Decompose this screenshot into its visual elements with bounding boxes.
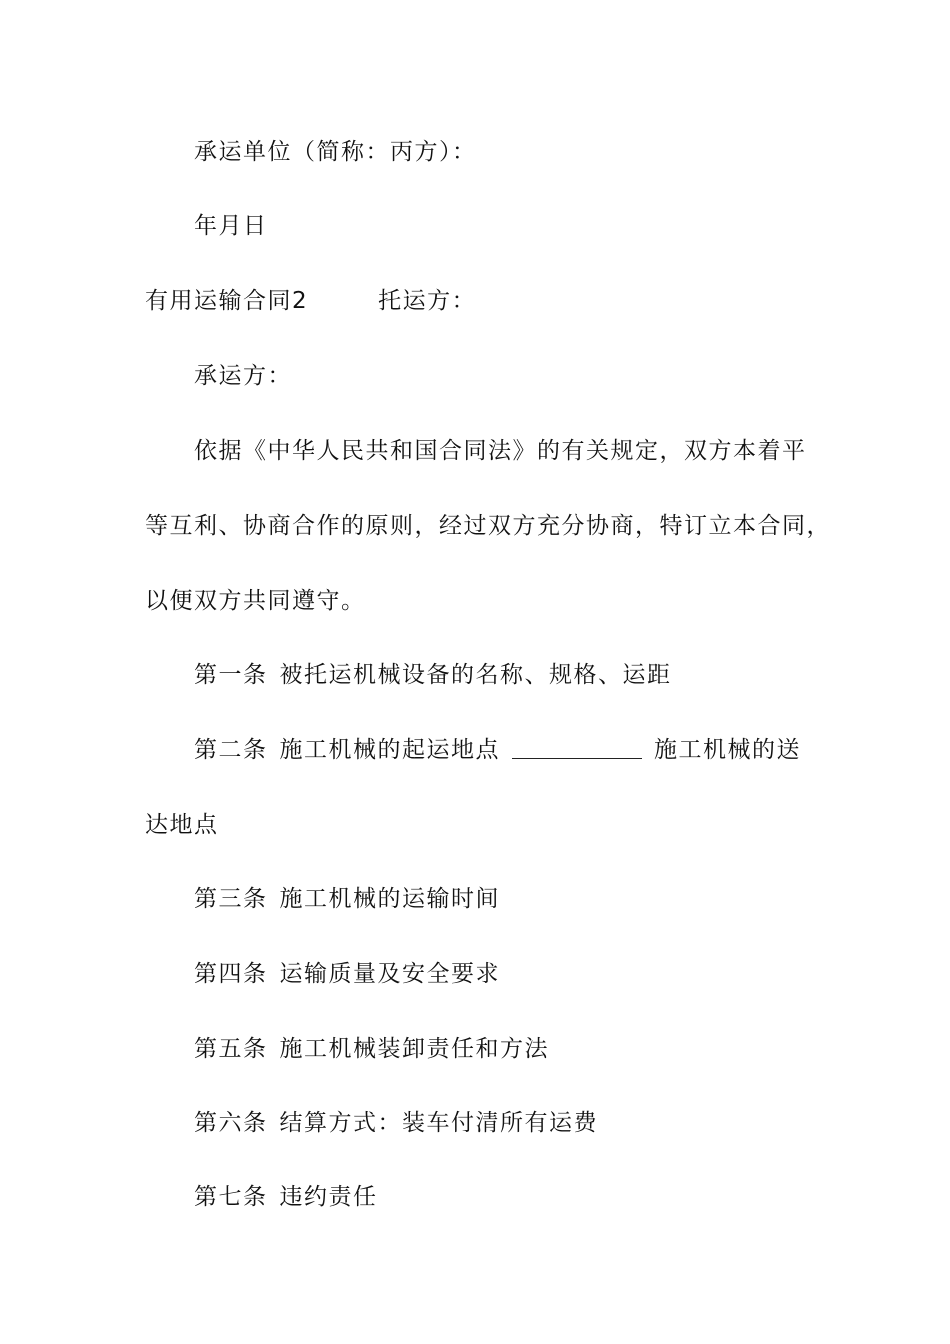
article-text: 施工机械的起运地点	[279, 737, 500, 763]
article-text: 结算方式：装车付清所有运费	[279, 1110, 598, 1136]
article-text: 被托运机械设备的名称、规格、运距	[279, 662, 672, 688]
preamble-line-2: 等互利、协商合作的原则，经过双方充分协商，特订立本合同，	[145, 513, 831, 539]
article-2	[194, 730, 864, 770]
article-6	[194, 1103, 864, 1143]
article-7	[194, 1177, 864, 1217]
article-number: 第六条	[194, 1110, 268, 1136]
article-number: 第一条	[194, 662, 268, 688]
shipper-label: 托运方：	[378, 288, 477, 314]
article-number: 第三条	[194, 886, 268, 912]
fill-in-blank[interactable]	[512, 734, 642, 759]
preamble-line-1: 依据《中华人民共和国合同法》的有关规定，双方本着平	[194, 438, 807, 464]
preamble-line-3: 以便双方共同遵守。	[145, 588, 366, 614]
article-5	[194, 1029, 864, 1069]
article-number: 第四条	[194, 961, 268, 987]
carrier-line: 承运方：	[194, 363, 292, 389]
article-text: 施工机械的运输时间	[279, 886, 500, 912]
contract-title-line	[145, 281, 815, 321]
article-2-continued: 达地点	[145, 812, 219, 838]
carrier-unit-line: 承运单位（简称：丙方）：	[194, 139, 477, 165]
article-text: 施工机械装卸责任和方法	[279, 1036, 549, 1062]
article-number: 第二条	[194, 737, 268, 763]
contract-title: 有用运输合同2	[145, 288, 309, 314]
article-number: 第七条	[194, 1184, 268, 1210]
article-3	[194, 879, 864, 919]
article-4	[194, 954, 864, 994]
article-number: 第五条	[194, 1036, 268, 1062]
article-text-after: 施工机械的送	[654, 737, 801, 763]
article-text: 运输质量及安全要求	[279, 961, 500, 987]
date-line: 年月日	[194, 213, 268, 239]
article-text: 违约责任	[279, 1184, 378, 1210]
article-1	[194, 655, 864, 695]
